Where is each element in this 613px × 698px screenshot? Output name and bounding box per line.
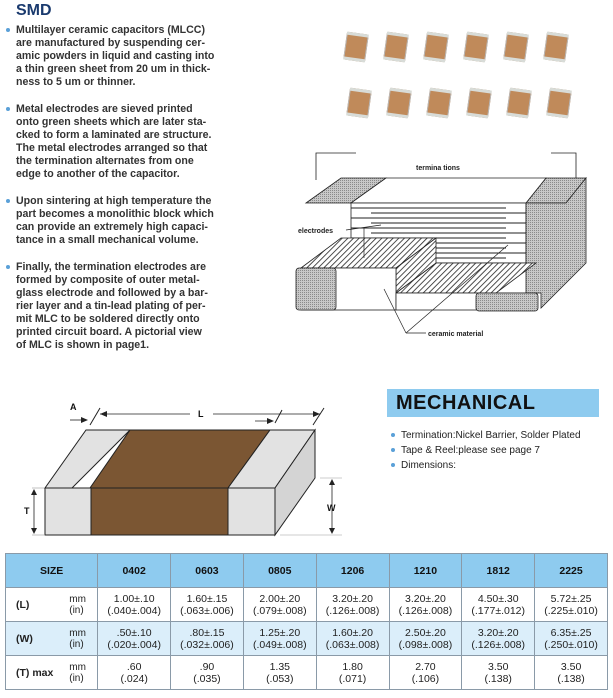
paragraph-line: the termination alternates from one: [16, 155, 194, 167]
bullet-icon: [391, 433, 395, 437]
value-mm: 2.00±.20: [259, 592, 301, 605]
intro-paragraph: [6, 24, 296, 89]
value-mm: 3.50: [488, 660, 509, 673]
table-cell: [535, 622, 608, 656]
table-cell: [171, 588, 244, 622]
unit-label: (in): [69, 638, 84, 650]
row-label: (W): [6, 622, 70, 656]
paragraph-line: formed by composite of outer metal-: [16, 274, 200, 286]
value-in: (.035): [193, 672, 221, 685]
table-row: [6, 588, 608, 622]
unit-cell: [69, 656, 98, 690]
value-mm: 1.00±.10: [113, 592, 155, 605]
paragraph-line: rier layer and a tin-lead plating of per-: [16, 300, 206, 312]
bullet-icon: [6, 107, 10, 111]
mechanical-item-text: Dimensions:: [401, 460, 457, 471]
capacitor-chip: [506, 88, 532, 119]
value-in: (.250±.010): [544, 638, 598, 651]
value-mm: 1.35: [269, 660, 290, 673]
paragraph-line: Upon sintering at high temperature the: [16, 195, 212, 207]
value-in: (.138): [484, 672, 512, 685]
table-cell: [243, 656, 316, 690]
table-cell: [243, 588, 316, 622]
dimensions-table: [5, 553, 608, 690]
table-cell: [243, 622, 316, 656]
paragraph-line: amic powders in liquid and casting into: [16, 50, 215, 62]
value-mm: 5.72±.25: [550, 592, 592, 605]
table-cell: [462, 622, 535, 656]
capacitor-chip: [386, 88, 412, 119]
table-cell: [316, 622, 389, 656]
unit-label: (in): [69, 672, 84, 684]
table-cell: [98, 622, 171, 656]
value-mm: 2.70: [415, 660, 436, 673]
table-cell: [462, 656, 535, 690]
value-mm: 3.20±.20: [477, 626, 519, 639]
front-body: [91, 488, 228, 535]
value-in: (.106): [411, 672, 440, 685]
table-cell: [389, 656, 462, 690]
paragraph-line: of MLC is shown in page1.: [16, 339, 150, 351]
unit-label: mm: [69, 627, 86, 639]
header-size-0402: 0402: [98, 554, 171, 588]
paragraph-line: part becomes a monolithic block which: [16, 208, 214, 220]
value-mm: .60: [126, 660, 142, 673]
value-mm: 1.25±.20: [259, 626, 301, 639]
page-title: SMD: [16, 2, 52, 19]
capacitor-chip: [383, 32, 409, 63]
intro-paragraph: [6, 195, 296, 247]
intro-paragraph: [6, 103, 296, 181]
table-cell: [316, 656, 389, 690]
label-ceramic-material: ceramic material: [428, 331, 484, 338]
value-mm: .80±.15: [189, 626, 225, 639]
paragraph-line: The metal electrodes arranged so that: [16, 142, 208, 154]
front-termination-right: [228, 488, 275, 535]
intro-paragraph: [6, 261, 296, 352]
value-mm: 3.20±.20: [405, 592, 446, 605]
table-cell: [389, 588, 462, 622]
mechanical-heading-bar: [387, 389, 599, 417]
header-size-0805: 0805: [243, 554, 316, 588]
value-mm: 3.20±.20: [332, 592, 373, 605]
paragraph-line: edge to another of the capacitor.: [16, 168, 180, 180]
paragraph-line: tance in a small mechanical volume.: [16, 234, 199, 246]
value-in: (.126±.008): [398, 604, 453, 617]
capacitor-chip: [423, 32, 449, 63]
paragraph-line: Metal electrodes are sieved printed: [16, 103, 193, 115]
value-in: (.049±.008): [252, 638, 307, 651]
capacitor-chip: [463, 32, 489, 63]
dim-label-w: W: [327, 503, 336, 513]
intro-text: [6, 24, 296, 366]
mechanical-heading: MECHANICAL: [396, 392, 536, 414]
paragraph-line: can provide an extremely high capaci-: [16, 221, 208, 233]
label-electrodes: electrodes: [298, 228, 334, 235]
header-size: SIZE: [6, 554, 98, 588]
header-size-1812: 1812: [462, 554, 535, 588]
header-size-0603: 0603: [171, 554, 244, 588]
capacitor-chip: [426, 88, 452, 119]
paragraph-line: cked to form a laminated are structure.: [16, 129, 212, 141]
front-termination-left: [296, 268, 336, 310]
paragraph-line: mit MLC to be soldered directly onto: [16, 313, 200, 325]
table-cell: [462, 588, 535, 622]
paragraph-line: printed circuit board. A pictorial view: [16, 326, 202, 338]
value-mm: .90: [199, 660, 215, 673]
unit-label: (in): [69, 604, 84, 616]
table-header-row: [6, 554, 608, 588]
mechanical-item: [391, 443, 581, 458]
table-cell: [98, 588, 171, 622]
capacitor-chip: [543, 32, 569, 63]
table-cell: [389, 622, 462, 656]
value-mm: 1.80: [342, 660, 363, 673]
table-cell: [535, 656, 608, 690]
header-size-1210: 1210: [389, 554, 462, 588]
value-in: (.177±.012): [471, 604, 526, 617]
value-in: (.138): [557, 672, 585, 685]
paragraph-line: Multilayer ceramic capacitors (MLCC): [16, 24, 205, 36]
front-termination-right: [476, 293, 538, 311]
front-termination-left: [45, 488, 91, 535]
value-mm: .50±.10: [116, 626, 152, 639]
mechanical-item: [391, 458, 581, 473]
mechanical-list: [391, 428, 581, 473]
dimension-drawing: [24, 390, 360, 540]
unit-label: mm: [69, 593, 86, 605]
capacitor-chip: [343, 32, 369, 63]
mlcc-cutaway-diagram: [296, 148, 596, 343]
table-cell: [171, 622, 244, 656]
unit-cell: [69, 588, 98, 622]
value-in: (.071): [338, 672, 367, 685]
capacitor-chip: [546, 88, 572, 119]
mechanical-item-text: Tape & Reel:please see page 7: [401, 445, 540, 456]
capacitor-chip: [346, 88, 372, 119]
table-row: [6, 656, 608, 690]
table-cell: [316, 588, 389, 622]
value-mm: 4.50±.30: [477, 592, 519, 605]
bullet-icon: [6, 28, 10, 32]
value-mm: 6.35±.25: [550, 626, 592, 639]
value-in: (.040±.004): [107, 604, 161, 617]
value-in: (.079±.008): [252, 604, 307, 617]
capacitor-chip: [466, 88, 492, 119]
paragraph-line: are manufactured by suspending cer-: [16, 37, 205, 49]
termination-leader-left: [316, 153, 356, 180]
mlcc-photo: [320, 25, 560, 125]
mechanical-item: [391, 428, 581, 443]
value-mm: 1.60±.15: [186, 592, 228, 605]
value-in: (.126±.008): [471, 638, 526, 651]
bullet-icon: [6, 199, 10, 203]
header-size-2225: 2225: [535, 554, 608, 588]
value-in: (.032±.006): [180, 638, 234, 651]
value-in: (.024): [120, 672, 148, 685]
value-in: (.053): [266, 672, 294, 685]
paragraph-line: a thin green sheet from 20 um in thick-: [16, 63, 211, 75]
bullet-icon: [391, 463, 395, 467]
value-mm: 3.50: [560, 660, 582, 673]
unit-label: mm: [69, 661, 86, 673]
header-size-1206: 1206: [316, 554, 389, 588]
row-label: (L): [6, 588, 70, 622]
row-label: (T) max: [6, 656, 70, 690]
value-in: (.225±.010): [544, 604, 598, 617]
mechanical-item-text: Termination:Nickel Barrier, Solder Plated: [401, 430, 581, 441]
bullet-icon: [391, 448, 395, 452]
value-in: (.126±.008): [325, 604, 380, 617]
table-row: [6, 622, 608, 656]
value-in: (.063±.008): [325, 638, 380, 651]
table-cell: [535, 588, 608, 622]
value-mm: 2.50±.20: [405, 626, 446, 639]
bullet-icon: [6, 265, 10, 269]
dim-label-l: L: [198, 409, 204, 419]
table-cell: [171, 656, 244, 690]
table-cell: [98, 656, 171, 690]
value-mm: 1.60±.20: [332, 626, 373, 639]
paragraph-line: glass electrode and followed by a bar-: [16, 287, 208, 299]
paragraph-line: onto green sheets which are later sta-: [16, 116, 207, 128]
capacitor-chip: [503, 32, 529, 63]
dim-label-a: A: [70, 402, 77, 412]
unit-cell: [69, 622, 98, 656]
value-in: (.063±.006): [180, 604, 234, 617]
termination-leader-right: [551, 153, 576, 180]
label-terminations: termina tions: [416, 165, 460, 172]
paragraph-line: Finally, the termination electrodes are: [16, 261, 206, 273]
value-in: (.020±.004): [107, 638, 161, 651]
dim-label-t: T: [24, 506, 30, 516]
paragraph-line: ness to 5 um or thinner.: [16, 76, 136, 88]
value-in: (.098±.008): [398, 638, 453, 651]
